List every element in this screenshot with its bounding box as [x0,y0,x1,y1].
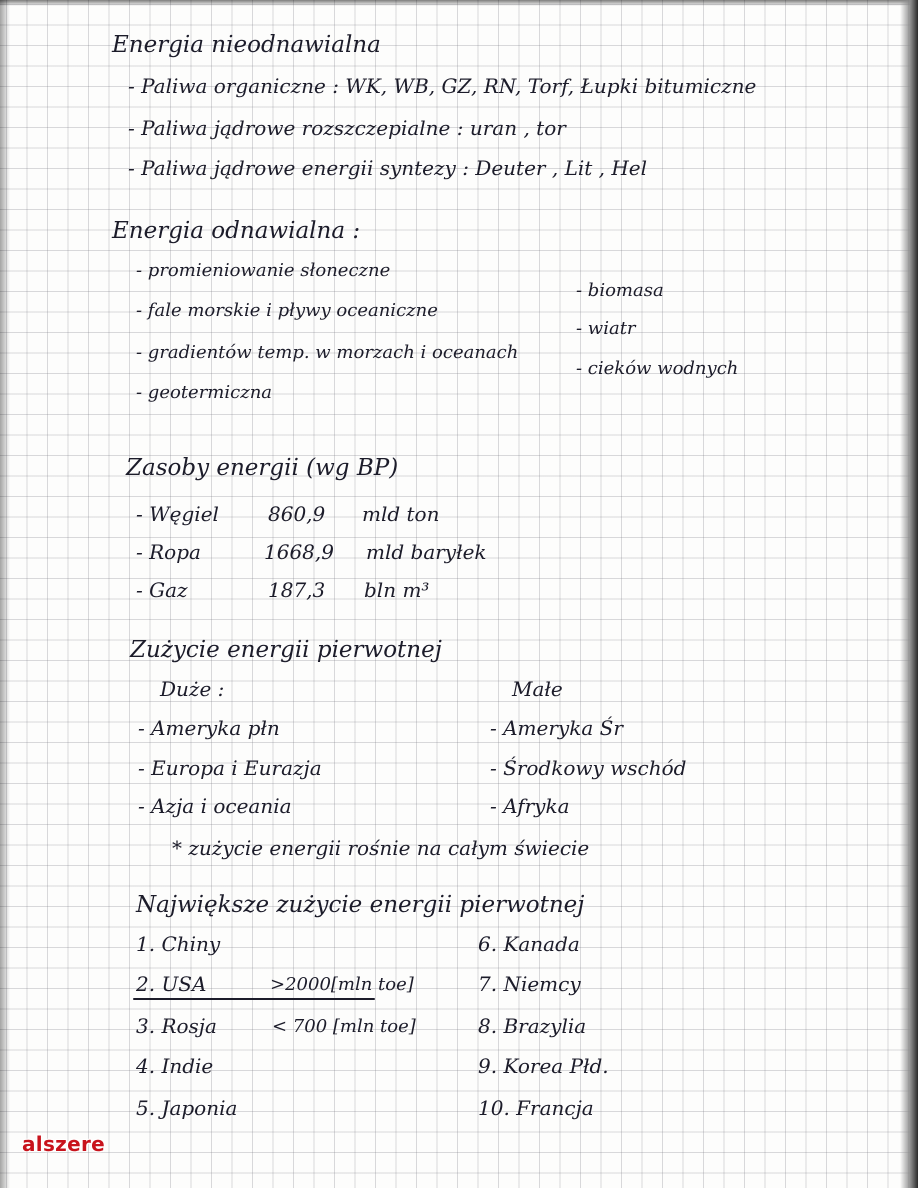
renewable-item: - fale morskie i pływy oceaniczne [136,300,438,321]
ranking-item: 1. Chiny [136,932,221,956]
section-title-consumption: Zużycie energii pierwotnej [130,637,442,663]
resource-name: - Węgiel [136,502,219,526]
consumption-small-item: - Środkowy wschód [490,756,687,780]
ranking-item: 6. Kanada [478,932,580,956]
resource-value: 860,9 [268,502,326,526]
section-title-nonrenewable: Energia nieodnawialna [112,32,381,58]
ranking-item: 9. Korea Płd. [478,1054,609,1078]
resource-unit: bln m³ [364,578,430,602]
ranking-item: 2. USA [136,972,207,996]
page-binding-shadow [0,0,10,1188]
renewable-item: - cieków wodnych [576,358,739,379]
ranking-item: 4. Indie [136,1054,214,1078]
ranking-item: 8. Brazylia [478,1014,587,1038]
underline-divider [133,998,375,1000]
consumption-note: * zużycie energii rośnie na całym świecie [172,836,590,860]
resource-unit: mld baryłek [366,540,487,564]
ranking-item: 7. Niemcy [478,972,581,996]
resource-value: 1668,9 [264,540,334,564]
ranking-item: 5. Japonia [136,1096,238,1120]
nonrenewable-item: - Paliwa jądrowe rozszczepialne : uran , tor [128,116,566,140]
renewable-item: - gradientów temp. w morzach i oceanach [136,342,519,363]
renewable-item: - promieniowanie słoneczne [136,260,391,281]
resource-value: 187,3 [268,578,326,602]
renewable-item: - biomasa [576,280,664,301]
section-title-renewable: Energia odnawialna : [112,218,361,244]
nonrenewable-item: - Paliwa organiczne : WK, WB, GZ, RN, Torf, Łupki bitumiczne [128,74,757,98]
consumption-small-item: - Ameryka Śr [490,716,623,740]
watermark-label: alszere [22,1132,105,1156]
resource-unit: mld ton [362,502,440,526]
renewable-item: - geotermiczna [136,382,273,403]
consumption-large-item: - Ameryka płn [138,716,280,740]
consumption-small-item: - Afryka [490,794,570,818]
ranking-item-extra: >2000[mln toe] [270,974,414,995]
nonrenewable-item: - Paliwa jądrowe energii syntezy : Deuter , Lit , Hel [128,156,648,180]
page-top-edge [0,0,918,6]
resource-name: - Ropa [136,540,201,564]
ranking-item: 10. Francja [478,1096,594,1120]
resource-name: - Gaz [136,578,188,602]
consumption-large-label: Duże : [160,677,225,701]
consumption-small-label: Małe [512,677,563,701]
section-title-largest: Największe zużycie energii pierwotnej [136,892,585,918]
page-right-edge [900,0,918,1188]
consumption-large-item: - Europa i Eurazja [138,756,322,780]
consumption-large-item: - Azja i oceania [138,794,292,818]
ranking-item-extra: < 700 [mln toe] [272,1016,416,1037]
ranking-item: 3. Rosja [136,1014,217,1038]
section-title-resources: Zasoby energii (wg BP) [126,455,399,481]
renewable-item: - wiatr [576,318,636,339]
